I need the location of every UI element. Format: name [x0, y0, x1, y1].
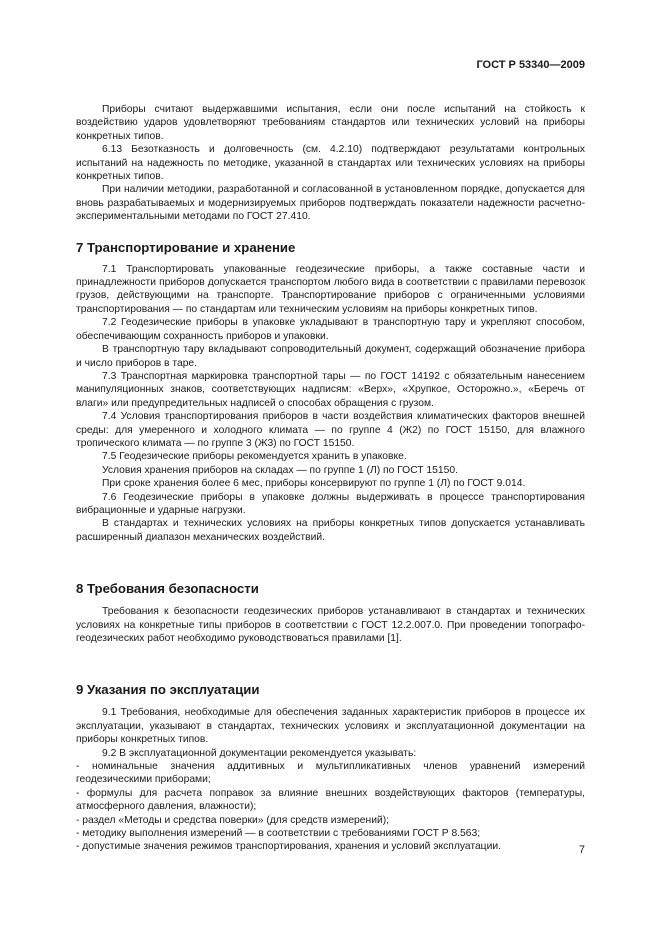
document-code: ГОСТ Р 53340—2009: [476, 59, 585, 71]
section-7-heading: 7 Транспортирование и хранение: [76, 239, 296, 255]
paragraph: 7.4 Условия транспортирования приборов в части воздействия климатических факторов внешней среды: для умеренного и холодного климата — по группе 4 (Ж2) по ГОСТ 15150, для влажного тропического климата — по группе 3 (Ж3) по ГОСТ 15150.: [76, 411, 585, 449]
list-item: - номинальные значения аддитивных и мультипликативных членов уравнений измерений геодезическими приборами;: [76, 761, 585, 786]
paragraph: 6.13 Безотказность и долговечность (см. 4.2.10) подтверждают результатами контрольных испытаний на надежность по методике, указанной в стандартах или технических условиях на приборы конкретных типов.: [76, 144, 585, 183]
page-number: 7: [578, 844, 585, 856]
list-item: - допустимые значения режимов транспортирования, хранения и условий эксплуатации.: [76, 841, 501, 853]
paragraph: В стандартах и технических условиях на приборы конкретных типов допускается устанавливать расширенный диапазон механических воздействий.: [76, 518, 585, 543]
paragraph: 9.2 В эксплуатационной документации рекомендуется указывать:: [102, 747, 417, 759]
paragraph: 7.2 Геодезические приборы в упаковке укладывают в транспортную тару и укрепляют способом, обеспечивающим сохранность приборов и упаковки.: [76, 317, 585, 342]
paragraph: 7.1 Транспортировать упакованные геодезические приборы, а также составные части и принадлежности приборов допускается транспортом любого вида в соответствии с правилами перевозок грузов, действующими на транспорте. Транспортирование приборов с ограниченными условиями транспортирования — по стандартам или техническим условиям на приборы конкретных типов.: [76, 263, 585, 315]
paragraph: Приборы считают выдержавшими испытания, если они после испытаний на стойкость к воздействию ударов удовлетворяют требованиям стандартов или технических условий на приборы конкретных типов.: [76, 104, 585, 142]
paragraph: 7.3 Транспортная маркировка транспортной тары — по ГОСТ 14192 с обязательным нанесением манипуляционных знаков, соответствующих надписям: «Верх», «Хрупкое, Осторожно.», «Беречь от влаги» или предупредительных надписей о способах обращения с грузом.: [76, 370, 585, 409]
paragraph: В транспортную тару вкладывают сопроводительный документ, содержащий обозначение прибора и число приборов в таре.: [76, 344, 585, 369]
paragraph: 7.5 Геодезические приборы рекомендуется хранить в упаковке.: [102, 451, 407, 463]
list-item: - раздел «Методы и средства поверки» (для средств измерений);: [76, 814, 389, 826]
paragraph: При наличии методики, разработанной и согласованной в установленном порядке, допускается для вновь разрабатываемых и модернизируемых приборов подтверждать показатели надежности расчетно-экспериментальными методами по ГОСТ 27.410.: [76, 184, 585, 223]
paragraph: 9.1 Требования, необходимые для обеспечения заданных характеристик приборов в процессе их эксплуатации, указывают в стандартах, технических условиях и эксплуатационной документации на приборы конкретных типов.: [76, 707, 585, 746]
paragraph: 7.6 Геодезические приборы в упаковке должны выдерживать в процессе транспортирования вибрационные и ударные нагрузки.: [76, 491, 585, 516]
list-item: - методику выполнения измерений — в соответствии с требованиями ГОСТ Р 8.563;: [76, 828, 481, 840]
paragraph: Условия хранения приборов на складах — по группе 1 (Л) по ГОСТ 15150.: [102, 464, 458, 476]
list-item: - формулы для расчета поправок за влияние внешних воздействующих факторов (температуры, атмосферного давления, влажности);: [76, 787, 585, 813]
paragraph: При сроке хранения более 6 мес, приборы консервируют по группе 1 (Л) по ГОСТ 9.014.: [102, 478, 526, 490]
section-8-heading: 8 Требования безопасности: [76, 581, 259, 597]
section-9-heading: 9 Указания по эксплуатации: [76, 682, 260, 698]
document-page: [76, 58, 585, 854]
paragraph: Требования к безопасности геодезических приборов устанавливают в стандартах и технических условиях на конкретные типы приборов в соответствии с ГОСТ 12.2.007.0. При проведении топографо-геодезических работ необходимо руководствоваться правилами [1].: [76, 606, 585, 644]
